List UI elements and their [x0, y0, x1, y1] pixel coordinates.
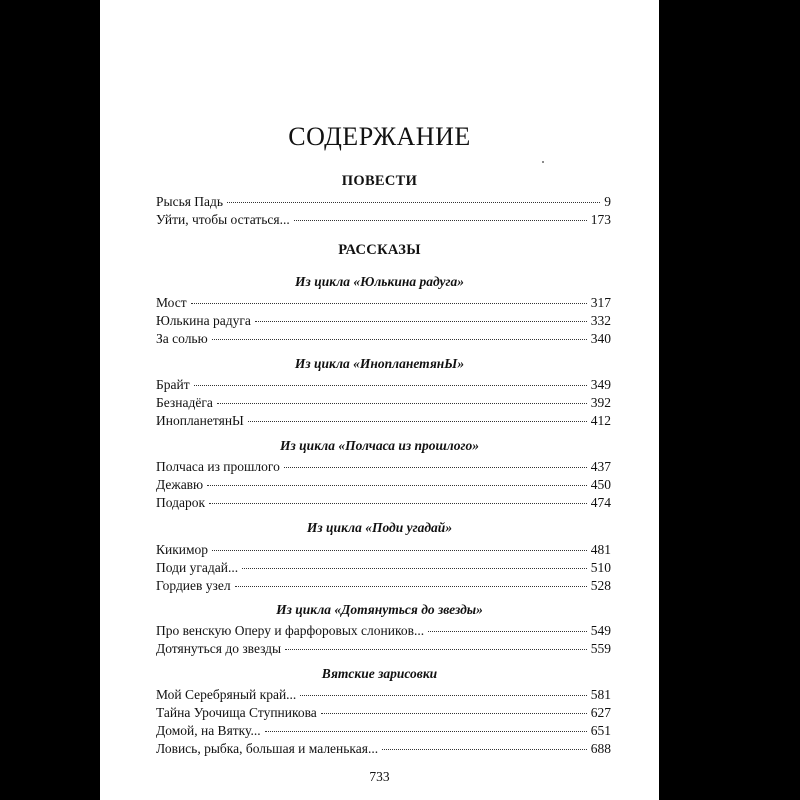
toc-entry[interactable]	[156, 330, 611, 347]
cycle-heading: Вятские зарисовки	[321, 666, 438, 681]
toc-entry[interactable]	[156, 704, 611, 721]
toc-entry-title: ИнопланетянЫ	[156, 413, 244, 428]
toc-entry-title: Мой Серебряный край...	[156, 687, 297, 702]
toc-entry-page: 510	[590, 560, 611, 575]
toc-entry-title: Дежавю	[156, 477, 204, 492]
dot-leader	[321, 712, 587, 714]
dot-leader	[265, 730, 587, 732]
toc-entry-title: Дотянуться до звезды	[156, 641, 282, 656]
toc-entry-page: 173	[590, 212, 611, 227]
toc-entry-page: 450	[590, 477, 611, 492]
section-heading-povesti: ПОВЕСТИ	[341, 173, 418, 189]
left-dark-margin	[0, 0, 100, 800]
toc-entry-title: Мост	[156, 295, 187, 310]
toc-entry[interactable]	[156, 640, 611, 657]
toc-entry-page: 412	[590, 413, 611, 428]
toc-entry-page: 9	[604, 194, 611, 209]
dot-leader	[428, 630, 587, 632]
toc-entry-title: Домой, на Вятку...	[156, 723, 261, 738]
toc-entry-title: Поди угадай...	[156, 560, 239, 575]
toc-entry-page: 340	[590, 331, 611, 346]
cycle-heading: Из цикла «Дотянуться до звезды»	[276, 602, 483, 617]
dot-leader	[285, 648, 587, 650]
toc-entry-page: 349	[590, 377, 611, 392]
toc-entry-page: 528	[590, 578, 611, 593]
toc-entry-page: 627	[590, 705, 611, 720]
toc-entry-page: 559	[590, 641, 611, 656]
toc-entry-page: 549	[590, 623, 611, 638]
dot-leader	[212, 338, 587, 340]
toc-entry[interactable]	[156, 193, 611, 210]
book-page	[100, 0, 659, 800]
dot-leader	[255, 320, 587, 322]
dot-leader	[217, 402, 587, 404]
toc-entry[interactable]	[156, 394, 611, 411]
toc-entry[interactable]	[156, 722, 611, 739]
toc-entry-page: 481	[590, 542, 611, 557]
toc-entry-page: 332	[590, 313, 611, 328]
toc-entry-title: Рысья Падь	[156, 194, 224, 209]
toc-entry[interactable]	[156, 458, 611, 475]
toc-entry-title: Ловись, рыбка, большая и маленькая...	[156, 741, 379, 756]
dot-leader	[194, 384, 587, 386]
dot-leader	[242, 567, 587, 569]
page-number: 733	[369, 769, 390, 784]
toc-entry-page: 651	[590, 723, 611, 738]
dot-leader	[207, 484, 587, 486]
toc-entry[interactable]	[156, 577, 611, 594]
toc-entry[interactable]	[156, 494, 611, 511]
toc-entry-title: Безнадёга	[156, 395, 213, 410]
dot-leader	[382, 748, 587, 750]
toc-entry-title: Тайна Урочища Ступникова	[156, 705, 317, 720]
cycle-heading: Из цикла «Полчаса из прошлого»	[280, 438, 479, 453]
dot-leader	[227, 201, 600, 203]
toc-entry[interactable]	[156, 622, 611, 639]
print-speck	[542, 161, 544, 163]
toc-entry-title: Юлькина радуга	[156, 313, 251, 328]
dot-leader	[191, 302, 587, 304]
dot-leader	[284, 466, 587, 468]
dot-leader	[294, 219, 587, 221]
toc-entry-title: За солью	[156, 331, 208, 346]
toc-entry-page: 437	[590, 459, 611, 474]
toc-entry-page: 581	[590, 687, 611, 702]
dot-leader	[248, 420, 587, 422]
toc-entry[interactable]	[156, 211, 611, 228]
toc-entry-title: Полчаса из прошлого	[156, 459, 280, 474]
dot-leader	[300, 694, 586, 696]
toc-entry-title: Уйти, чтобы остаться...	[156, 212, 290, 227]
toc-entry-title: Подарок	[156, 495, 206, 510]
toc-entry-title: Про венскую Оперу и фарфоровых слоников...	[156, 623, 425, 638]
toc-entry[interactable]	[156, 740, 611, 757]
toc-entry-page: 474	[590, 495, 611, 510]
toc-entry-title: Кикимор	[156, 542, 209, 557]
page-title: СОДЕРЖАНИЕ	[288, 122, 471, 151]
dot-leader	[235, 585, 587, 587]
right-dark-margin	[659, 0, 800, 800]
toc-entry-page: 317	[590, 295, 611, 310]
toc-entry-page: 688	[590, 741, 611, 756]
toc-entry[interactable]	[156, 312, 611, 329]
toc-entry-title: Гордиев узел	[156, 578, 231, 593]
toc-entry[interactable]	[156, 541, 611, 558]
dot-leader	[209, 502, 587, 504]
cycle-heading: Из цикла «Поди угадай»	[306, 520, 453, 535]
toc-entry-page: 392	[590, 395, 611, 410]
cycle-heading: Из цикла «Юлькина радуга»	[295, 274, 464, 289]
dot-leader	[212, 549, 587, 551]
cycle-heading: Из цикла «ИнопланетянЫ»	[294, 356, 465, 371]
toc-entry[interactable]	[156, 559, 611, 576]
toc-entry-title: Брайт	[156, 377, 190, 392]
toc-entry[interactable]	[156, 686, 611, 703]
section-heading-rasskazy: РАССКАЗЫ	[338, 242, 421, 258]
toc-entry[interactable]	[156, 294, 611, 311]
toc-entry[interactable]	[156, 412, 611, 429]
toc-entry[interactable]	[156, 376, 611, 393]
toc-entry[interactable]	[156, 476, 611, 493]
